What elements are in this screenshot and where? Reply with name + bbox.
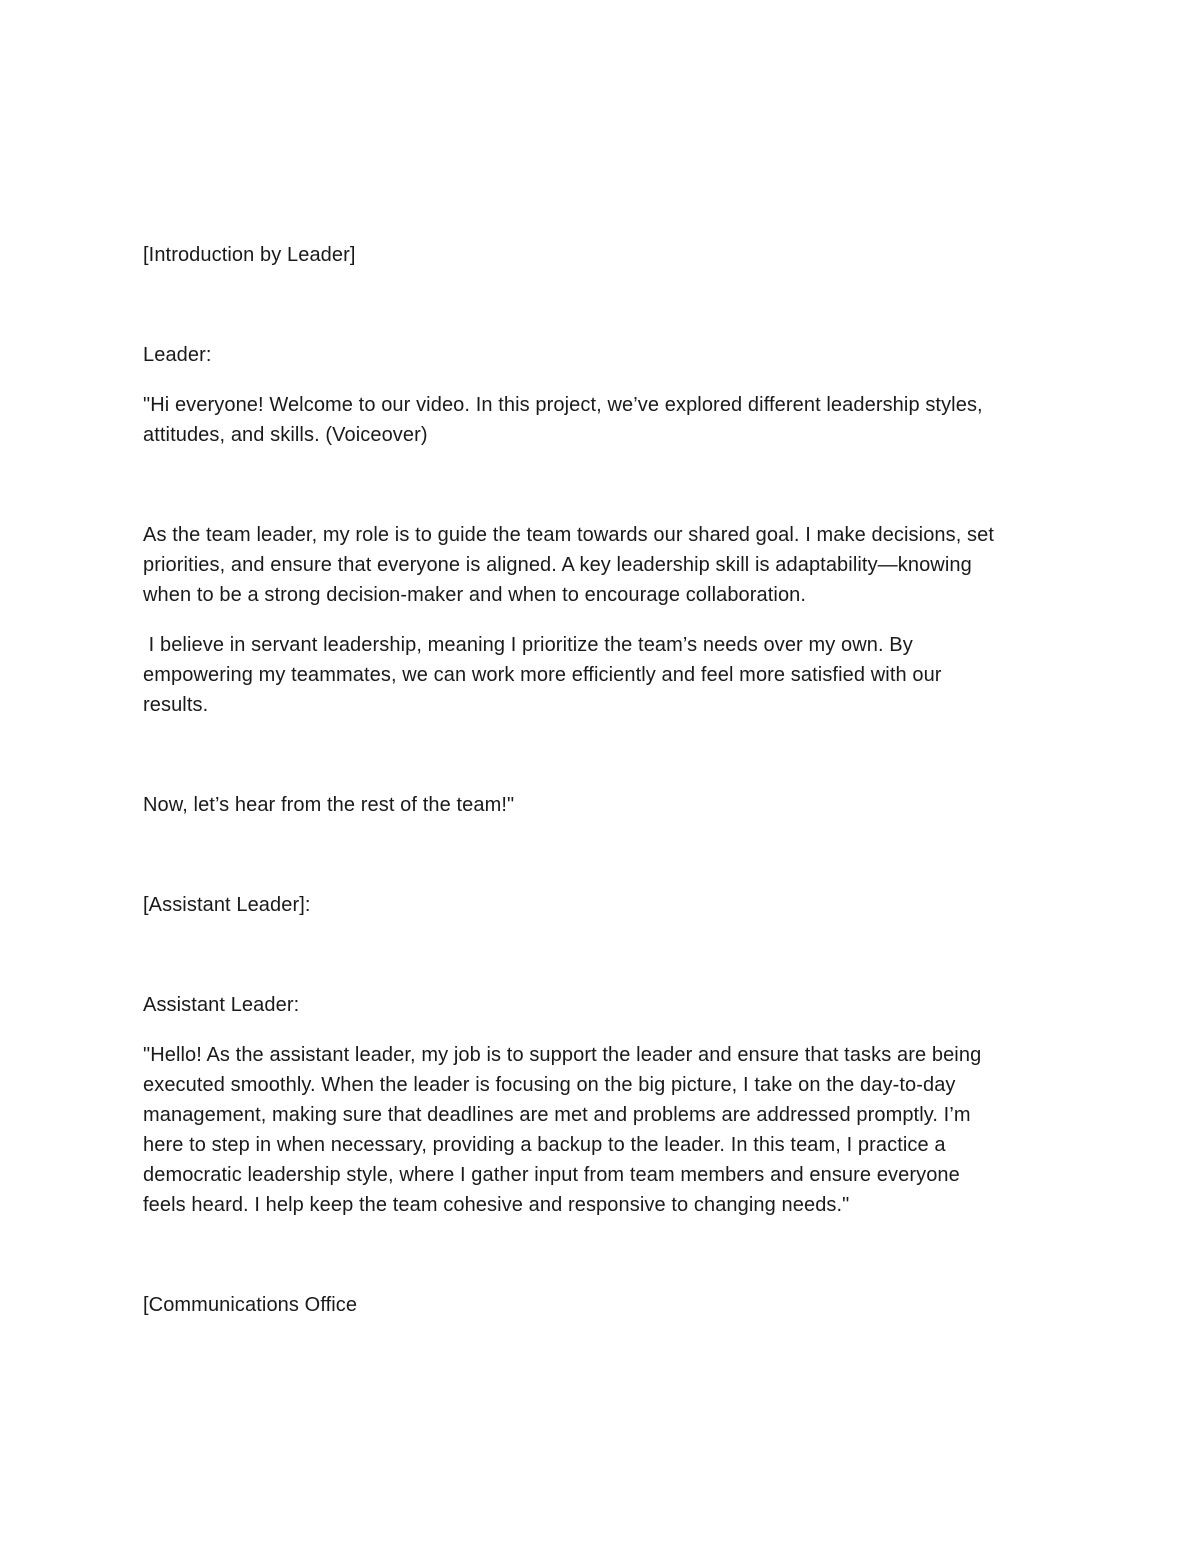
- assistant-para-line: management, making sure that deadlines are met and problems are addressed promptly. I’m: [143, 1104, 971, 1126]
- leader-para2-line: As the team leader, my role is to guide the team towards our shared goal. I make decisions, set: [143, 524, 995, 546]
- leader-para3-line: results.: [143, 694, 209, 716]
- assistant-para-line: executed smoothly. When the leader is focusing on the big picture, I take on the day-to-day: [143, 1074, 956, 1096]
- leader-para1-line: attitudes, and skills. (Voiceover): [143, 424, 428, 446]
- leader-para1-line: "Hi everyone! Welcome to our video. In this project, we’ve explored different leadership styles,: [143, 394, 983, 416]
- assistant-para-line: "Hello! As the assistant leader, my job is to support the leader and ensure that tasks are being: [143, 1044, 982, 1066]
- assistant-heading: [Assistant Leader]:: [143, 894, 311, 916]
- assistant-para-line: feels heard. I help keep the team cohesive and responsive to changing needs.": [143, 1194, 850, 1216]
- comms-heading: [Communications Office: [143, 1294, 358, 1316]
- leader-para3-line: I believe in servant leadership, meaning I prioritize the team’s needs over my own. By: [143, 634, 913, 656]
- leader-para2-line: when to be a strong decision-maker and when to encourage collaboration.: [143, 584, 807, 606]
- leader-label: Leader:: [143, 344, 212, 366]
- assistant-para-line: here to step in when necessary, providing a backup to the leader. In this team, I practice a: [143, 1134, 946, 1156]
- assistant-para-line: democratic leadership style, where I gather input from team members and ensure everyone: [143, 1164, 960, 1186]
- assistant-label: Assistant Leader:: [143, 994, 300, 1016]
- leader-closing: Now, let’s hear from the rest of the team!": [143, 794, 515, 816]
- leader-para3-line: empowering my teammates, we can work more efficiently and feel more satisfied with our: [143, 664, 942, 686]
- intro-heading: [Introduction by Leader]: [143, 244, 356, 266]
- leader-para2-line: priorities, and ensure that everyone is aligned. A key leadership skill is adaptability—knowing: [143, 554, 972, 576]
